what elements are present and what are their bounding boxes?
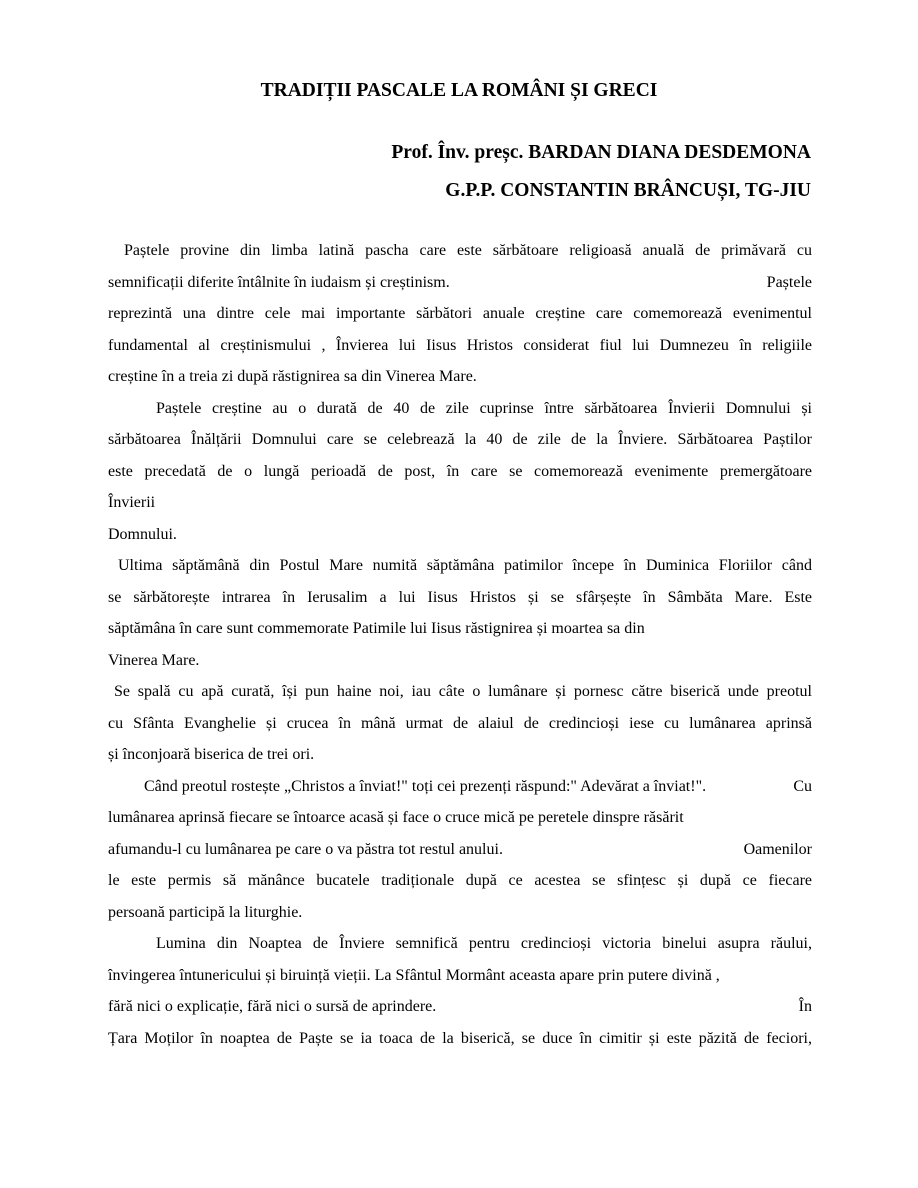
text-segment: Paștele: [766, 273, 812, 291]
text-line: [108, 267, 812, 299]
text-line: reprezintă una dintre cele mai importante sărbători anuale creștine care comemorează evenimentul: [108, 305, 812, 322]
text-line: creștine în a treia zi după răstignirea sa din Vinerea Mare.: [108, 368, 477, 385]
text-line: Învierii: [108, 494, 156, 511]
text-line: Paștele creștine au o durată de 40 de zile cuprinse între sărbătoarea Învierii Domnului și: [156, 399, 812, 417]
paragraph: [108, 676, 812, 771]
text-line: este precedată de o lungă perioadă de post, în care se comemorează evenimente premergătoare: [108, 462, 812, 480]
paragraph: [108, 393, 812, 551]
document-body: [108, 235, 812, 1054]
text-line: persoană participă la liturghie.: [108, 903, 303, 921]
text-line: Ultima săptămână din Postul Mare numită săptămâna patimilor începe în Duminica Floriilor când: [118, 557, 812, 574]
text-segment: fără nici o explicație, fără nici o sursă de aprindere.: [108, 998, 437, 1015]
text-line: Lumina din Noaptea de Înviere semnifică pentru credincioși victoria binelui asupra răului,: [156, 935, 812, 952]
text-line: lumânarea aprinsă fiecare se întoarce acasă și face o cruce mică pe peretele dinspre răsărit: [108, 809, 684, 826]
text-segment: Cu: [793, 777, 812, 795]
text-line: Se spală cu apă curată, își pun haine noi, iau câte o lumânare și pornesc către biserică unde preotul: [114, 683, 812, 700]
text-line: cu Sfânta Evanghelie și crucea în mână urmat de alaiul de credincioși iese cu lumânarea aprinsă: [108, 714, 812, 732]
text-line: Țara Moților în noaptea de Paște se ia toaca de la biserică, se duce în cimitir și este păzită de feciori,: [108, 1029, 812, 1047]
text-line: săptămâna în care sunt commemorate Patimile lui Iisus răstignirea și moartea sa din: [108, 620, 645, 637]
text-segment: semnificații diferite întâlnite în iudaism și creștinism.: [108, 273, 450, 291]
text-line: și înconjoară biserica de trei ori.: [108, 746, 315, 763]
paragraph: [108, 928, 812, 1054]
text-line: Paștele provine din limba latină pascha care este sărbătoare religioasă anuală de primăvară cu: [124, 242, 812, 259]
text-line: Vinerea Mare.: [108, 651, 200, 669]
text-line: fundamental al creștinismului , Învierea lui Iisus Hristos considerat fiul lui Dumnezeu în religiile: [108, 336, 812, 354]
paragraph: [108, 771, 812, 929]
text-segment: În: [798, 998, 812, 1015]
text-segment: Când preotul rostește „Christos a înviat!" toți cei prezenți răspund:" Adevărat a înviat!".: [144, 777, 707, 795]
text-line: învingerea întunericului și biruință vieții. La Sfântul Mormânt aceasta apare prin putere divină ,: [108, 966, 720, 984]
text-line: le este permis să mănânce bucatele tradiționale după ce acestea se sfințesc și după ce fiecare: [108, 872, 812, 889]
text-line: [108, 771, 812, 803]
text-segment: Oamenilor: [743, 840, 812, 858]
document-title: TRADIȚII PASCALE LA ROMÂNI ȘI GRECI: [260, 80, 658, 101]
author-line: Prof. Înv. preșc. BARDAN DIANA DESDEMONA: [391, 142, 811, 163]
text-line: [108, 834, 812, 866]
paragraph: [108, 550, 812, 676]
text-line: Domnului.: [108, 525, 177, 543]
institution-line: G.P.P. CONSTANTIN BRÂNCUȘI, TG-JIU: [445, 180, 811, 201]
text-line: [108, 991, 812, 1023]
text-segment: afumandu-l cu lumânarea pe care o va păstra tot restul anului.: [108, 840, 503, 858]
text-line: sărbătoarea Înălțării Domnului care se celebrează la 40 de zile de la Înviere. Sărbătoarea Paștilor: [108, 431, 812, 448]
paragraph: [108, 235, 812, 393]
text-line: se sărbătorește intrarea în Ierusalim a lui Iisus Hristos și se sfârșește în Sâmbăta Mare. Este: [108, 588, 812, 606]
